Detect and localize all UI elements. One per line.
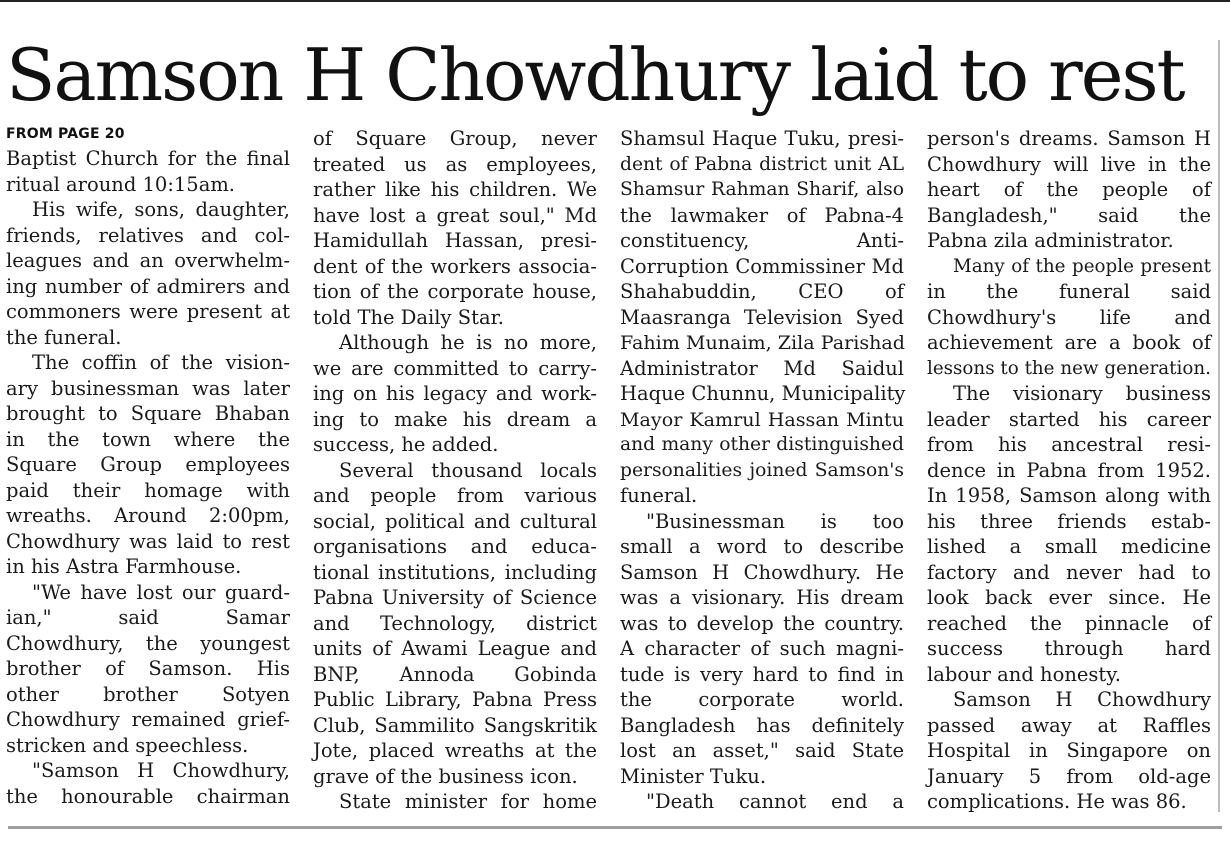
text-line: Chowdhury will live in the — [927, 152, 1211, 176]
text-line: the honourable chairman — [6, 784, 290, 808]
text-line: commoners were present at — [6, 300, 290, 323]
text-line: have lost a great soul," Md — [313, 203, 597, 227]
text-line: small a word to describe — [620, 535, 904, 558]
text-line: "Death cannot end a — [646, 790, 904, 813]
column-4 — [927, 126, 1211, 815]
text-line: Hospital in Singapore on — [927, 739, 1211, 762]
column-3 — [620, 126, 904, 815]
text-line: Chowdhury, the youngest — [6, 631, 290, 655]
text-line: Minister Tuku. — [620, 764, 767, 788]
text-line: from his ancestral resi- — [927, 433, 1211, 456]
text-line: achievement are a book of — [927, 331, 1211, 354]
text-line: lished a small medicine — [927, 535, 1211, 558]
text-line: and Technology, district — [313, 611, 597, 635]
text-line: in the town where the — [6, 427, 290, 451]
text-line: of Square Group, never — [313, 127, 597, 150]
text-line: tion of the corporate house, — [313, 280, 597, 303]
text-line: ing number of admirers and — [6, 274, 290, 298]
text-line: dent of Pabna district unit AL — [620, 153, 904, 175]
text-line: social, political and cultural — [313, 509, 597, 533]
text-line: The visionary business — [953, 382, 1211, 405]
text-line: Public Library, Pabna Press — [313, 688, 597, 711]
text-line: His wife, sons, daughter, — [32, 198, 290, 221]
text-line: heart of the people of — [927, 178, 1211, 201]
text-line: Club, Sammilito Sangskritik — [313, 713, 597, 737]
text-line: BNP, Annoda Gobinda — [313, 662, 597, 686]
text-line: the corporate world. — [620, 688, 904, 711]
text-line: brother of Samson. His — [6, 657, 290, 680]
text-line: passed away at Raffles — [927, 713, 1211, 737]
text-line: personalities joined Samson's — [620, 459, 904, 481]
text-line: dence in Pabna from 1952. — [927, 458, 1211, 482]
text-line: person's dreams. Samson H — [927, 127, 1211, 150]
text-line: told The Daily Star. — [313, 305, 504, 329]
text-line: in his Astra Farmhouse. — [6, 555, 242, 578]
text-line: we are committed to carry- — [313, 356, 597, 380]
text-line: leader started his career — [927, 407, 1211, 431]
text-line: success through hard — [927, 637, 1211, 660]
text-line: Jote, placed wreaths at the — [313, 739, 597, 762]
text-line: Chowdhury's life and — [927, 305, 1211, 329]
text-line: treated us as employees, — [313, 152, 597, 176]
text-line: and people from various — [313, 484, 597, 507]
text-line: wreaths. Around 2:00pm, — [6, 504, 290, 527]
text-line: "Samson H Chowdhury, — [32, 759, 290, 782]
text-line: factory and never had to — [927, 560, 1211, 584]
text-line: "We have lost our guard- — [32, 580, 290, 604]
top-rule — [0, 0, 1230, 2]
text-line: ritual around 10:15am. — [6, 172, 236, 196]
text-line: success, he added. — [313, 433, 499, 456]
text-line: rather like his children. We — [313, 178, 597, 201]
text-line: the funeral. — [6, 325, 122, 349]
text-line: was a visionary. His dream — [620, 586, 904, 609]
text-line: Haque Chunnu, Municipality — [620, 382, 906, 405]
text-line: the lawmaker of Pabna-4 — [620, 203, 904, 227]
text-line: other brother Sotyen — [6, 682, 290, 706]
text-line: Chowdhury was laid to rest — [6, 529, 290, 553]
text-line: "Businessman is too — [646, 509, 904, 533]
text-line: lessons to the new generation. — [927, 357, 1211, 379]
text-line: paid their homage with — [6, 478, 290, 502]
column-3-text — [620, 126, 904, 815]
text-line: Square Group employees — [6, 453, 290, 476]
text-line: Bangladesh has definitely — [620, 713, 904, 737]
text-line: stricken and speechless. — [6, 733, 249, 757]
text-line: tional institutions, including — [313, 560, 597, 584]
bottom-rule — [8, 826, 1222, 829]
text-line: Shamsul Haque Tuku, presi- — [620, 127, 904, 150]
text-line: and many other distinguished — [620, 434, 904, 455]
column-2 — [313, 126, 597, 815]
text-line: Samson H Chowdhury — [953, 688, 1211, 711]
text-line: reached the pinnacle of — [927, 611, 1211, 635]
text-line: Pabna zila administrator. — [927, 229, 1174, 252]
text-line: Many of the people present — [953, 255, 1211, 277]
text-line: Bangladesh," said the — [927, 203, 1211, 227]
text-line: lost an asset," said State — [620, 739, 904, 762]
text-line: The coffin of the vision- — [32, 351, 290, 374]
text-line: ing to make his dream a — [313, 407, 597, 431]
text-line: friends, relatives and col- — [6, 223, 290, 247]
text-line: Chowdhury remained grief- — [6, 708, 290, 731]
text-line: in the funeral said — [927, 280, 1211, 303]
column-4-text — [927, 126, 1211, 815]
text-line: constituency, Anti- — [620, 229, 904, 252]
text-line: units of Awami League and — [313, 637, 597, 660]
text-line: In 1958, Samson along with — [927, 484, 1211, 507]
headline: Samson H Chowdhury laid to rest — [6, 34, 1184, 118]
continuation-kicker: FROM PAGE 20 — [6, 126, 125, 142]
text-line: labour and honesty. — [927, 662, 1121, 686]
text-line: State minister for home — [339, 790, 597, 813]
text-line: organisations and educa- — [313, 535, 597, 558]
text-line: January 5 from old-age — [927, 764, 1211, 788]
text-line: Mayor Kamrul Hassan Mintu — [620, 407, 904, 431]
text-line: ian," said Samar — [6, 606, 290, 629]
text-line: funeral. — [620, 484, 698, 507]
text-line: tude is very hard to find in — [620, 662, 904, 686]
text-line: grave of the business icon. — [313, 764, 578, 788]
text-line: Shahabuddin, CEO of — [620, 280, 904, 303]
text-line: Several thousand locals — [339, 458, 597, 482]
text-line: Samson H Chowdhury. He — [620, 560, 904, 584]
text-line: ing on his legacy and work- — [313, 382, 597, 405]
text-line: leagues and an overwhelm- — [6, 249, 290, 272]
text-line: Maasranga Television Syed — [620, 305, 904, 329]
text-line: Pabna University of Science — [313, 586, 597, 609]
text-line: Although he is no more, — [339, 331, 597, 354]
right-rule — [1218, 40, 1220, 812]
text-line: Baptist Church for the final — [6, 147, 290, 170]
text-line: look back ever since. He — [927, 586, 1211, 609]
text-line: ary businessman was later — [6, 376, 290, 400]
column-2-text — [313, 126, 597, 815]
text-line: Shamsur Rahman Sharif, also — [620, 179, 904, 200]
text-line: Fahim Munaim, Zila Parishad — [620, 331, 906, 354]
column-1-text — [6, 146, 290, 809]
text-line: dent of the workers associa- — [313, 254, 597, 278]
column-1 — [6, 126, 290, 809]
text-line: Corruption Commissiner Md — [620, 254, 904, 278]
text-line: Administrator Md Saidul — [620, 356, 904, 380]
text-line: complications. He was 86. — [927, 790, 1187, 813]
text-line: was to develop the country. — [620, 611, 904, 635]
text-line: A character of such magni- — [620, 637, 904, 660]
text-line: his three friends estab- — [927, 509, 1211, 533]
text-line: Hamidullah Hassan, presi- — [313, 229, 597, 252]
text-line: brought to Square Bhaban — [6, 402, 290, 425]
